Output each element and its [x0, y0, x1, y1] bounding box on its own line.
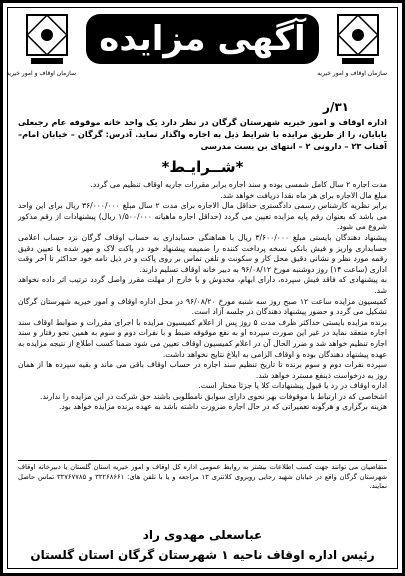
signature-block [8, 528, 397, 562]
condition-paragraph: برنده مزایده بایستی حداکثر ظرف مدت ۵ روز پس از اعلام کمیسیون مزایده با اجرای مقررات و ضوابط اوقاف سند اجاره منعقد نماید در غیر این صورت سپرده او به نفع موقوفه ضبط و با نفرات دوم و سوم به همین نحو رفتار و سند اجاره تنظیم خواهد شد و ضرر الحال آن در اعلام کمیسیون اوقاف تعیین می شود ضمنا کسب اطلاع از نتیجه مزایده به عهده پیشنهاد دهندگان بوده و اوقاف الزامی به ابلاغ نتایج نخواهد داشت. [18, 317, 387, 359]
contact-note: متقاضیان می توانند جهت کسب اطلاعات بیشتر به روابط عمومی اداره کل اوقاف و امور خیریه استان گلستان یا دبیرخانه اوقاف شهرستان گرگان واقع در خیابان شهید رجایی روبروی کلانتری ۱۳ مراجعه و یا با تلفن های: ۳۲۲۶۸۶۶۱ و ۳۲۷۶۷۷۸۵ تماس حاصل نمایند. [18, 460, 387, 492]
logo-left [6, 12, 76, 92]
signatory-title: رئیس اداره اوقاف ناحیه ۱ شهرستان گرگان استان گلستان [30, 548, 375, 562]
condition-paragraph: مبلغ مال الاجاره برای هر ماه نقدا دریافت خواهد شد. [220, 190, 387, 200]
logo-right [317, 12, 387, 92]
condition-paragraph: پیشنهاد دهندگان بایستی مبلغ ۳/۶۰۰/۰۰۰ ریال با هماهنگی حسابداری به حساب اوقاف گرگان نزد حساب اعلامی حسابداری واریز و فیش بانکی نسخه پرداخت کننده را ضمیمه پیشنهاد خود در پاکت لاک و مهر شده با تعیین دقیق رقمه مورد نظر و نشانی دقیق محل کار و سکونت و تلفن تماس بر روی پاکت و در ذیل نامه خود حداکثر تا آخر وقت اداری (ساعت ۱۴) روز دوشنبه مورخ ۹۶/۰۸/۱۲ به دبیر خانه اوقاف تسلیم دارند. [18, 232, 387, 274]
conditions-body [18, 180, 387, 413]
logo-caption: سازمان اوقاف و امور خیریه [317, 70, 387, 77]
conditions-heading: *شــرایـط* [161, 158, 244, 176]
condition-paragraph: مدت اجاره ۲ سال کامل شمسی بوده و سند اجاره برابر مقررات جاریه اوقاف تنظیم می گردد. [90, 180, 387, 189]
condition-paragraph: برابر نظریه کارشناس رسمی دادگستری حداقل مال الاجاره برای مدت ۲ سال مبلغ ۳۶/۰۰۰/۰۰۰ ریال برای این واحد می باشد که بعنوان رقم پایه مزایده تعیین می گردد (حداقل اجاره ماهیانه ۱/۵۰۰/۰۰۰ ریال) پیشنهادات از رقم مذکور شروع می شود. [18, 201, 387, 232]
title-banner [86, 14, 319, 64]
logo-caption: سازمان اوقاف و امور خیریه [6, 70, 76, 77]
page-frame [7, 7, 398, 569]
condition-paragraph: اداره اوقاف در رد یا قبول پیشنهادات کلا یا جزئا مختار است. [198, 381, 387, 391]
condition-paragraph: کمیسیون مزایده ساعت ۱۲ صبح روز سه شنبه مورخ ۹۶/۰۸/۲۰ در محل اداره اوقاف و امور خیریه شهرستان گرگان تشکیل می گردد و حضور پیشنهاد دهندگان در جلسه آزاد است. [18, 296, 387, 317]
page-title: آگهی مزایده [99, 19, 306, 59]
condition-paragraph: اشخاصی که در ارتباط با موقوفات بهر نحوی دارای سوابق نامطلوبی باشند حق شرکت در این مزایده را ندارند. [40, 391, 387, 401]
condition-paragraph: به پیشنهادی که فاقد فیش سپرده، دارای ابهام، مخدوش و یا خارج از مهلت مقرر واصل گردد ترتیب اثر داده نخواهد شد. [18, 275, 387, 295]
awqaf-emblem-icon [335, 12, 381, 68]
intro-text: اداره اوقاف و امور خیریه شهرستان گرگان در نظر دارد یک واحد خانه موقوفه عام رجبعلی بابایان، را از طریق مزایده با شرایط ذیل به اجاره واگذار نماید. آدرس: گرگان – خیابان امام– آفتاب ۲۳ – دارونی ۲ – انتهای بن بست مدرسی [18, 117, 387, 151]
header [8, 8, 397, 100]
reference-number: ۳۱/ر [323, 100, 349, 114]
signatory-name: عباسعلی مهدوی راد [142, 528, 263, 542]
awqaf-emblem-icon [24, 12, 70, 68]
condition-paragraph: سپرده نفرات دوم و سوم برنده تا تاریخ تنظیم سند اجاره در حساب اوقاف باقی می ماند و بقیه سپرده ها از همان روز به درخواست ذینفع مسترد خواهد شد. [18, 360, 387, 380]
condition-paragraph: هزینه برگزاری و هرگونه تعمیراتی که در حال اجاره ضرورت داشته باشد به عهده برنده مزایده خواهد بود. [58, 402, 387, 412]
